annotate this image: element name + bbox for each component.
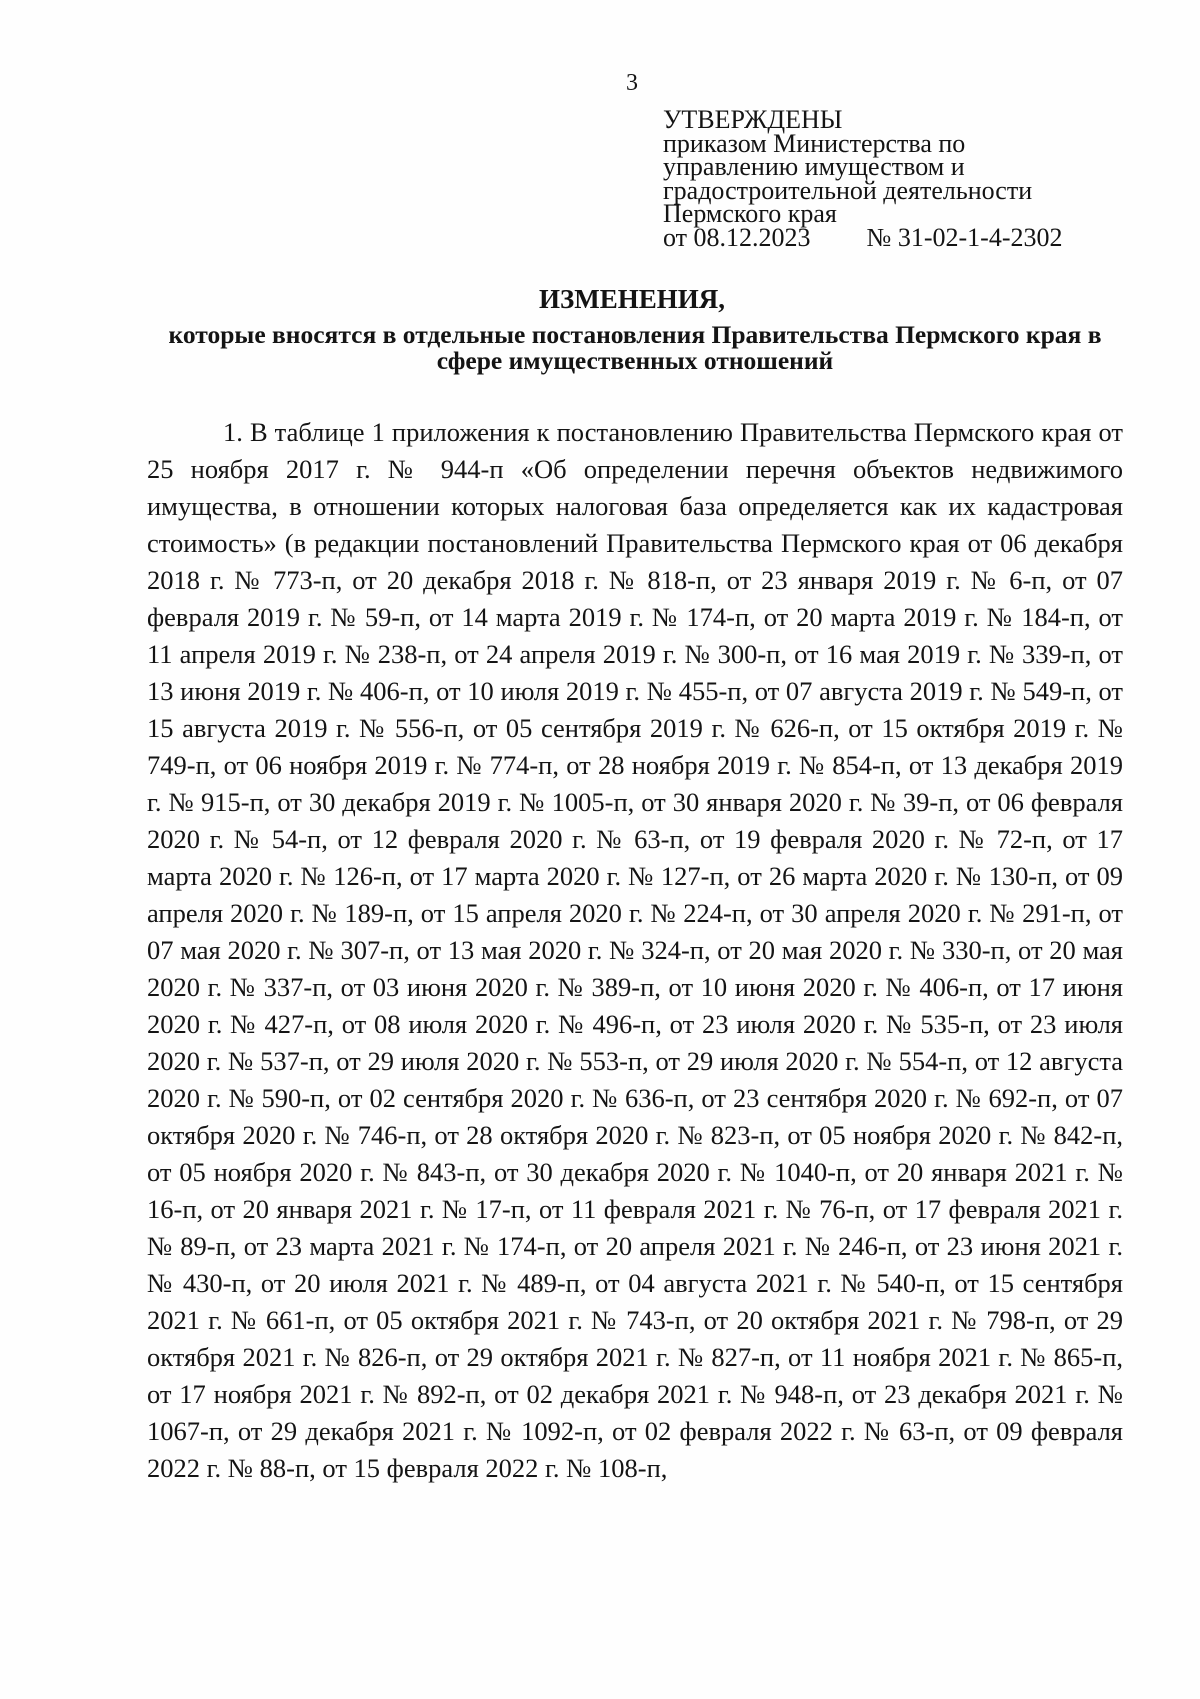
approval-block [663, 105, 1123, 252]
approval-number: № 31-02-1-4-2302 [866, 222, 1063, 252]
approval-line: градостроительной деятельности [663, 175, 1033, 205]
approval-line: Пермского края [663, 199, 837, 228]
approval-heading: УТВЕРЖДЕНЫ [663, 105, 843, 134]
document-title: ИЗМЕНЕНИЯ, [538, 284, 725, 314]
approval-line: приказом Министерства по [663, 128, 966, 158]
approval-line: управлению имуществом и [663, 152, 965, 181]
page-number: 3 [626, 70, 638, 96]
approval-date-line [663, 222, 1123, 252]
approval-date: от 08.12.2023 [663, 222, 811, 252]
document-subtitle: которые вносятся в отдельные постановления Правительства Пермского края в сфере имущественных отношений [168, 320, 1102, 375]
body-paragraph: 1. В таблице 1 приложения к постановлению Правительства Пермского края от 25 ноября 2017 г. № 944-п «Об определении перечня объектов недвижимого имущества, в отношении которых налоговая база определяется как их кадастровая стоимость» (в редакции постановлений Правительства Пермского края от 06 декабря 2018 г. № 773-п, от 20 декабря 2018 г. № 818-п, от 23 января 2019 г. № 6-п, от 07 февраля 2019 г. № 59-п, от 14 марта 2019 г. № 174-п, от 20 марта 2019 г. № 184-п, от 11 апреля 2019 г. № 238-п, от 24 апреля 2019 г. № 300-п, от 16 мая 2019 г. № 339-п, от 13 июня 2019 г. № 406-п, от 10 июля 2019 г. № 455-п, от 07 августа 2019 г. № 549-п, от 15 августа 2019 г. № 556-п, от 05 сентября 2019 г. № 626-п, от 15 октября 2019 г. № 749-п, от 06 ноября 2019 г. № 774-п, от 28 ноября 2019 г. № 854-п, от 13 декабря 2019 г. № 915-п, от 30 декабря 2019 г. № 1005-п, от 30 января 2020 г. № 39-п, от 06 февраля 2020 г. № 54-п, от 12 февраля 2020 г. № 63-п, от 19 февраля 2020 г. № 72-п, от 17 марта 2020 г. № 126-п, от 17 марта 2020 г. № 127-п, от 26 марта 2020 г. № 130-п, от 09 апреля 2020 г. № 189-п, от 15 апреля 2020 г. № 224-п, от 30 апреля 2020 г. № 291-п, от 07 мая 2020 г. № 307-п, от 13 мая 2020 г. № 324-п, от 20 мая 2020 г. № 330-п, от 20 мая 2020 г. № 337-п, от 03 июня 2020 г. № 389-п, от 10 июня 2020 г. № 406-п, от 17 июня 2020 г. № 427-п, от 08 июля 2020 г. № 496-п, от 23 июля 2020 г. № 535-п, от 23 июля 2020 г. № 537-п, от 29 июля 2020 г. № 553-п, от 29 июля 2020 г. № 554-п, от 12 августа 2020 г. № 590-п, от 02 сентября 2020 г. № 636-п, от 23 сентября 2020 г. № 692-п, от 07 октября 2020 г. № 746-п, от 28 октября 2020 г. № 823-п, от 05 ноября 2020 г. № 842-п, от 05 ноября 2020 г. № 843-п, от 30 декабря 2020 г. № 1040-п, от 20 января 2021 г. № 16-п, от 20 января 2021 г. № 17-п, от 11 февраля 2021 г. № 76-п, от 17 февраля 2021 г. № 89-п, от 23 марта 2021 г. № 174-п, от 20 апреля 2021 г. № 246-п, от 23 июня 2021 г. № 430-п, от 20 июля 2021 г. № 489-п, от 04 августа 2021 г. № 540-п, от 15 сентября 2021 г. № 661-п, от 05 октября 2021 г. № 743-п, от 20 октября 2021 г. № 798-п, от 29 октября 2021 г. № 826-п, от 29 октября 2021 г. № 827-п, от 11 ноября 2021 г. № 865-п, от 17 ноября 2021 г. № 892-п, от 02 декабря 2021 г. № 948-п, от 23 декабря 2021 г. № 1067-п, от 29 декабря 2021 г. № 1092-п, от 02 февраля 2022 г. № 63-п, от 09 февраля 2022 г. № 88-п, от 15 февраля 2022 г. № 108-п, [147, 417, 1123, 1483]
